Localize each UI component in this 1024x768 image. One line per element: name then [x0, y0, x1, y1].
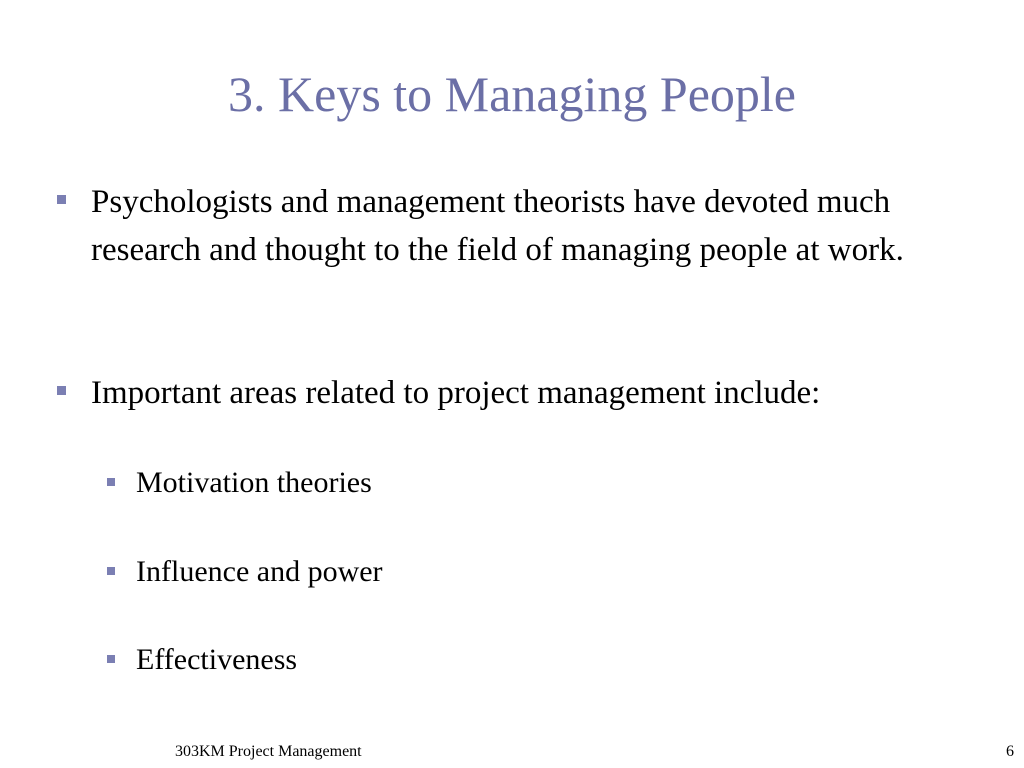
page-number: 6 — [1006, 743, 1014, 760]
footer-course: 303KM Project Management — [175, 743, 362, 760]
bullet-text: Important areas related to project management include: — [91, 375, 821, 411]
sub-bullet-text: Motivation theories — [136, 466, 372, 499]
bullet-text: Psychologists and management theorists have devoted much research and thought to the field of managing people at work. — [91, 184, 904, 268]
square-bullet-icon — [57, 386, 66, 395]
sub-bullet-text: Effectiveness — [136, 643, 298, 676]
sub-bullet-text: Influence and power — [136, 555, 383, 588]
square-bullet-icon — [107, 478, 115, 486]
square-bullet-icon — [57, 195, 66, 204]
slide-title: 3. Keys to Managing People — [228, 66, 796, 122]
square-bullet-icon — [107, 655, 115, 663]
square-bullet-icon — [107, 567, 115, 575]
